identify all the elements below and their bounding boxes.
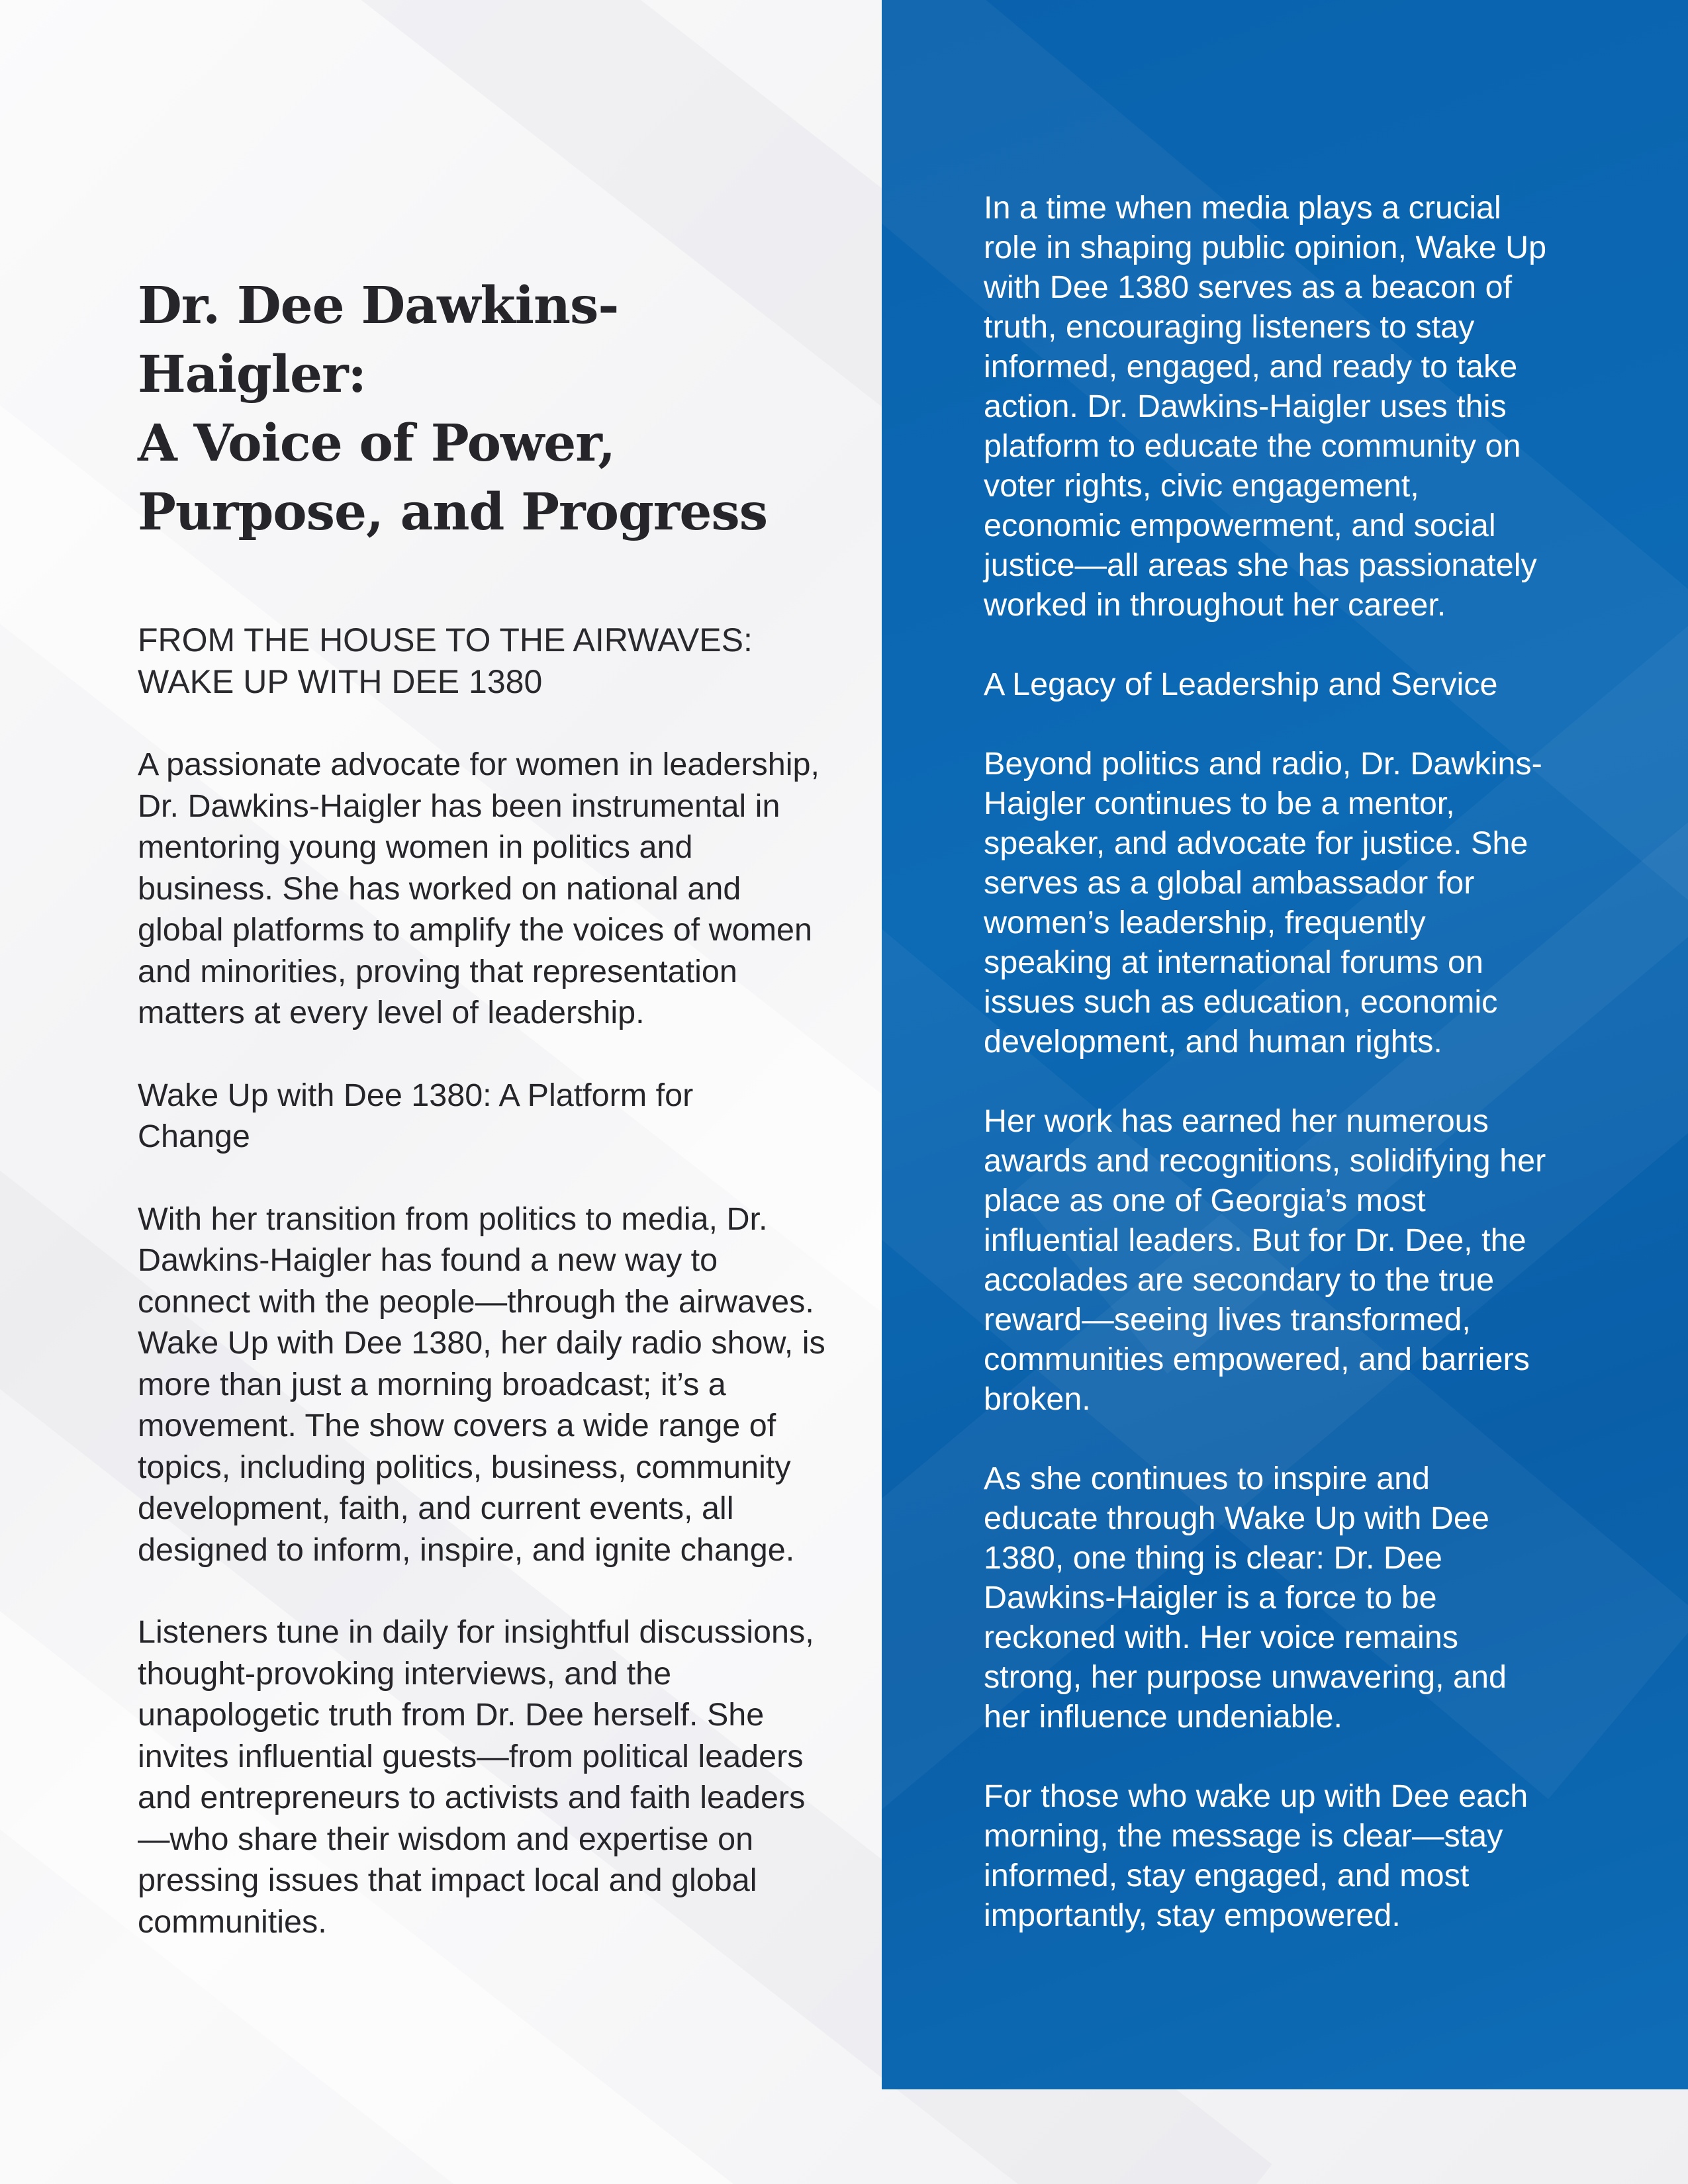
- right-column: [984, 188, 1553, 1975]
- paragraph-listeners: Listeners tune in daily for insightful discussions, thought-provoking interviews, and the unapologetic truth from Dr. Dee herself. She invites influential guests—from political leaders and entrepreneurs to activists and faith leaders—who share their wisdom and expertise on pressing issues that impact local and global communities.: [138, 1614, 814, 1940]
- paragraph-media-role: In a time when media plays a crucial role in shaping public opinion, Wake Up with Dee 1380 serves as a beacon of truth, encouraging listeners to stay informed, engaged, and ready to take action. Dr. Dawkins-Haigler uses this platform to educate the community on voter rights, civic engagement, economic empowerment, and social justice—all areas she has passionately worked in throughout her career.: [984, 190, 1547, 623]
- section-heading: [138, 619, 826, 703]
- paragraph-beyond-politics: Beyond politics and radio, Dr. Dawkins-Haigler continues to be a mentor, speaker, and advocate for justice. She serves as a global ambassador for women’s leadership, frequently speaking at international forums on issues such as education, economic development, and human rights.: [984, 746, 1542, 1060]
- title-line: Purpose, and Progress: [138, 482, 768, 542]
- title-line: Dr. Dee Dawkins-Haigler:: [138, 276, 619, 404]
- subheading-legacy: A Legacy of Leadership and Service: [984, 666, 1498, 702]
- left-column: [138, 271, 826, 1983]
- paragraph-inspire-educate: As she continues to inspire and educate through Wake Up with Dee 1380, one thing is clear: Dr. Dee Dawkins-Haigler is a force to be reckoned with. Her voice remains strong, her purpose unwavering, and her influence undeniable.: [984, 1461, 1507, 1735]
- article-title: [138, 271, 826, 547]
- subheading-platform-for-change: Wake Up with Dee 1380: A Platform for Change: [138, 1077, 694, 1154]
- section-heading-line: FROM THE HOUSE TO THE AIRWAVES:: [138, 621, 753, 659]
- paragraph-transition-to-media: With her transition from politics to media, Dr. Dawkins-Haigler has found a new way to connect with the people—through the airwaves. Wake Up with Dee 1380, her daily radio show, is more than just a morning broadcast; it’s a movement. The show covers a wide range of topics, including politics, business, community development, faith, and current events, all designed to inform, inspire, and ignite change.: [138, 1201, 825, 1568]
- paragraph-closing: For those who wake up with Dee each morning, the message is clear—stay informed, stay engaged, and most importantly, stay empowered.: [984, 1778, 1528, 1933]
- title-line: A Voice of Power,: [138, 414, 616, 473]
- paragraph-women-leadership: A passionate advocate for women in leadership, Dr. Dawkins-Haigler has been instrumental in mentoring young women in politics and business. She has worked on national and global platforms to amplify the voices of women and minorities, proving that representation matters at every level of leadership.: [138, 747, 820, 1030]
- paragraph-awards: Her work has earned her numerous awards and recognitions, solidifying her place as one of Georgia’s most influential leaders. But for Dr. Dee, the accolades are secondary to the true reward—seeing lives transformed, communities empowered, and barriers broken.: [984, 1103, 1546, 1417]
- section-heading-line: WAKE UP WITH DEE 1380: [138, 663, 543, 700]
